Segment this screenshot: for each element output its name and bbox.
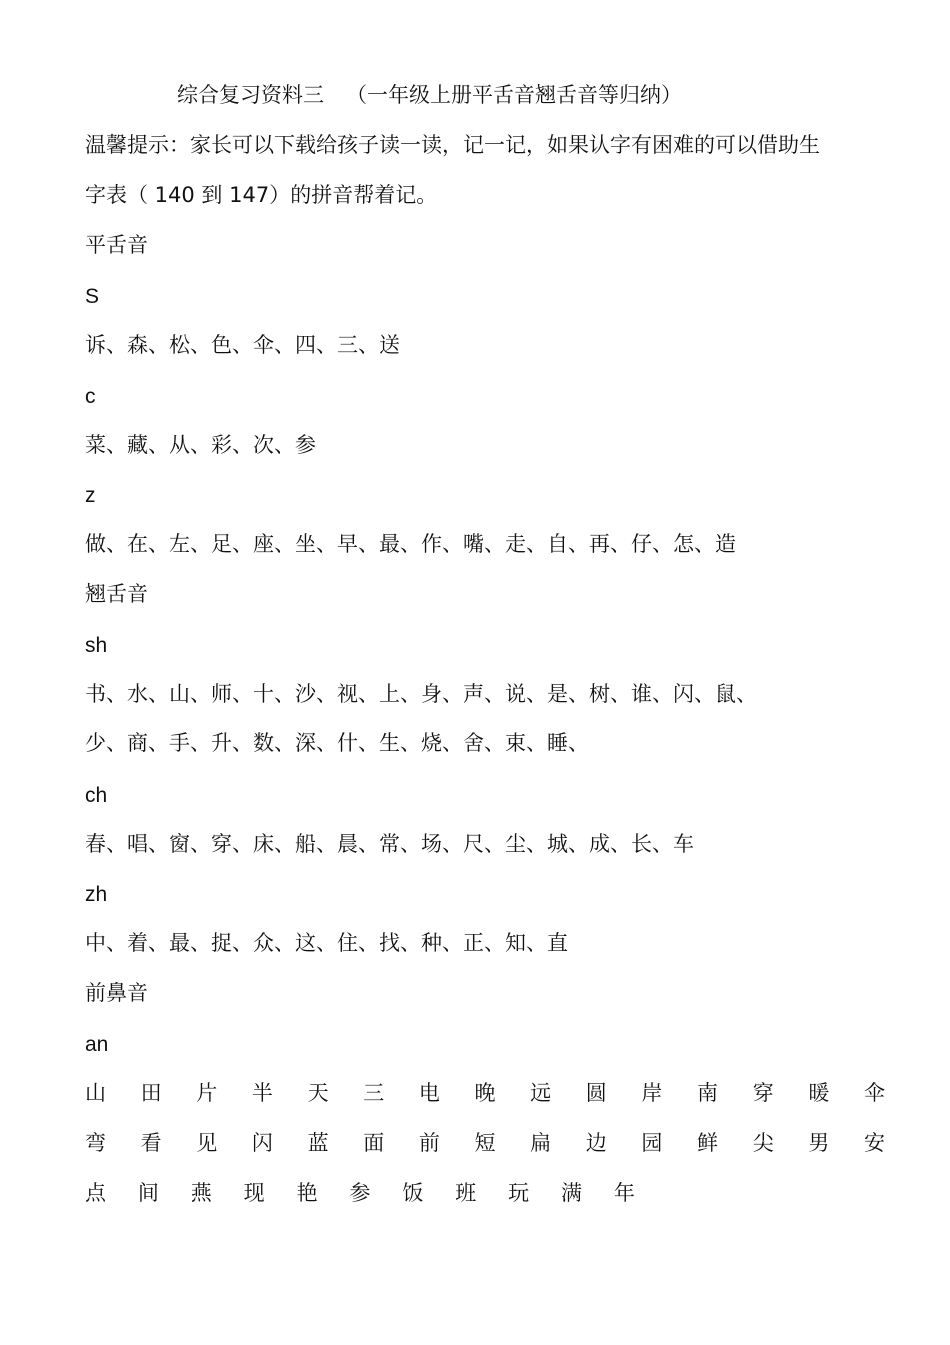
heading-retroflex: 翘舌音 bbox=[85, 582, 148, 606]
an-char: 片 bbox=[196, 1081, 218, 1105]
s-word-list: 诉、森、松、色、伞、四、三、送 bbox=[85, 333, 400, 357]
an-char: 扁 bbox=[530, 1131, 552, 1155]
pinyin-label-ch: ch bbox=[85, 784, 108, 807]
heading-flat-tongue: 平舌音 bbox=[85, 233, 148, 257]
document-title bbox=[177, 80, 682, 110]
ch-word-list: 春、唱、窗、穿、床、船、晨、常、场、尺、尘、城、成、长、车 bbox=[85, 832, 694, 856]
an-char: 晚 bbox=[474, 1081, 496, 1105]
an-char: 年 bbox=[613, 1181, 635, 1205]
an-char: 南 bbox=[697, 1081, 719, 1105]
title-main: 综合复习资料三 bbox=[177, 83, 324, 107]
an-char: 燕 bbox=[190, 1181, 212, 1205]
an-char: 看 bbox=[140, 1131, 162, 1155]
an-char: 伞 bbox=[863, 1081, 885, 1105]
an-char: 岸 bbox=[641, 1081, 663, 1105]
an-char: 前 bbox=[418, 1131, 440, 1155]
an-char: 蓝 bbox=[307, 1131, 329, 1155]
an-char: 满 bbox=[561, 1181, 583, 1205]
pinyin-label-zh: zh bbox=[85, 883, 108, 906]
an-char: 男 bbox=[808, 1131, 830, 1155]
c-word-list: 菜、藏、从、彩、次、参 bbox=[85, 433, 316, 457]
zh-word-list: 中、着、最、捉、众、这、住、找、种、正、知、直 bbox=[85, 931, 568, 955]
an-char: 弯 bbox=[85, 1131, 106, 1155]
an-char: 玩 bbox=[508, 1181, 530, 1205]
an-char: 暖 bbox=[808, 1081, 830, 1105]
an-char: 参 bbox=[349, 1181, 371, 1205]
an-char: 电 bbox=[418, 1081, 440, 1105]
an-char: 见 bbox=[196, 1131, 218, 1155]
an-char: 三 bbox=[363, 1081, 385, 1105]
an-char: 尖 bbox=[752, 1131, 774, 1155]
heading-front-nasal: 前鼻音 bbox=[85, 981, 148, 1005]
an-row-1 bbox=[85, 1078, 885, 1108]
sh-word-list-2: 少、商、手、升、数、深、什、生、烧、舍、束、睡、 bbox=[85, 731, 589, 755]
pinyin-label-s: S bbox=[85, 285, 100, 308]
an-char: 半 bbox=[251, 1081, 273, 1105]
an-char: 天 bbox=[307, 1081, 329, 1105]
an-char: 班 bbox=[455, 1181, 477, 1205]
an-char: 边 bbox=[585, 1131, 607, 1155]
an-char: 山 bbox=[85, 1081, 106, 1105]
an-char: 间 bbox=[137, 1181, 159, 1205]
an-char: 园 bbox=[641, 1131, 663, 1155]
z-word-list: 做、在、左、足、座、坐、早、最、作、嘴、走、自、再、仔、怎、造 bbox=[85, 532, 736, 556]
an-char: 现 bbox=[243, 1181, 265, 1205]
an-char: 饭 bbox=[402, 1181, 424, 1205]
pinyin-label-an: an bbox=[85, 1033, 109, 1056]
an-row-2 bbox=[85, 1128, 885, 1158]
an-char: 短 bbox=[474, 1131, 496, 1155]
title-subtitle: （一年级上册平舌音翘舌音等归纳） bbox=[346, 83, 682, 107]
sh-word-list-1: 书、水、山、师、十、沙、视、上、身、声、说、是、树、谁、闪、鼠、 bbox=[85, 682, 757, 706]
an-char: 闪 bbox=[251, 1131, 273, 1155]
pinyin-label-c: c bbox=[85, 385, 96, 408]
tip-line-1: 温馨提示：家长可以下载给孩子读一读，记一记，如果认字有困难的可以借助生 bbox=[85, 133, 820, 157]
an-row-3 bbox=[85, 1178, 635, 1208]
an-char: 田 bbox=[140, 1081, 162, 1105]
an-char: 点 bbox=[85, 1181, 106, 1205]
an-char: 鲜 bbox=[697, 1131, 719, 1155]
pinyin-label-z: z bbox=[85, 484, 96, 507]
an-char: 远 bbox=[530, 1081, 552, 1105]
tip-line-2: 字表（ 140 到 147）的拼音帮着记。 bbox=[85, 183, 438, 207]
an-char: 面 bbox=[363, 1131, 385, 1155]
an-char: 圆 bbox=[585, 1081, 607, 1105]
an-char: 穿 bbox=[752, 1081, 774, 1105]
an-char: 安 bbox=[863, 1131, 885, 1155]
pinyin-label-sh: sh bbox=[85, 634, 108, 657]
an-char: 艳 bbox=[296, 1181, 318, 1205]
